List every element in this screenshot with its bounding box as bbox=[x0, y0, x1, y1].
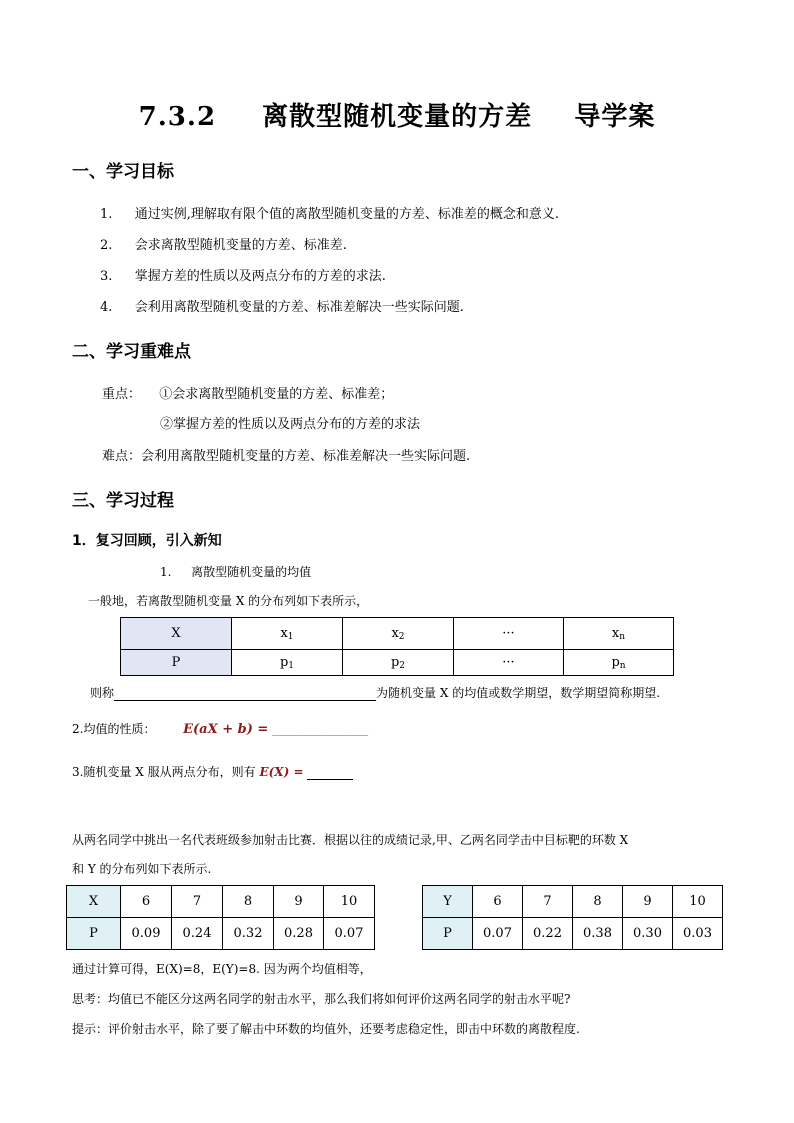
title-tail: 导学案 bbox=[574, 102, 656, 132]
table-cell: 8 bbox=[573, 886, 623, 918]
goal-item-2 bbox=[100, 234, 347, 253]
mean-property bbox=[72, 720, 368, 737]
table-cell: P bbox=[121, 650, 232, 676]
table-row bbox=[67, 886, 375, 918]
table-cell: $x_n$ bbox=[564, 618, 674, 650]
mean-property-blank[interactable]: ________________ bbox=[272, 722, 369, 736]
mean-property-formula: E(aX + b) = bbox=[183, 722, 269, 737]
table-cell: ··· bbox=[454, 618, 564, 650]
table-row bbox=[423, 918, 723, 950]
table-cell: 7 bbox=[523, 886, 573, 918]
mean-property-label: 2.均值的性质： bbox=[72, 722, 156, 736]
goal-item-3 bbox=[100, 265, 386, 284]
review-item-num: 1. bbox=[160, 565, 172, 579]
table-cell: 7 bbox=[172, 886, 223, 918]
table-cell: ··· bbox=[454, 650, 564, 676]
goal-item-3-num: 3. bbox=[100, 269, 113, 284]
mean-blank[interactable] bbox=[114, 686, 376, 701]
table-cell: 6 bbox=[121, 886, 172, 918]
two-point-label: 3.随机变量 X 服从两点分布，则有 bbox=[72, 765, 256, 779]
table-row bbox=[121, 618, 674, 650]
section-heading-key-points: 二、学习重难点 bbox=[72, 342, 191, 362]
table-cell: 8 bbox=[223, 886, 274, 918]
think-question: 思考：均值已不能区分这两名同学的射击水平，那么我们将如何评价这两名同学的射击水平呢? bbox=[72, 992, 571, 1006]
table-cell: 0.07 bbox=[324, 918, 375, 950]
table-cell: 10 bbox=[673, 886, 723, 918]
table-cell: 0.38 bbox=[573, 918, 623, 950]
title-number: 7.3.2 bbox=[138, 102, 217, 132]
key-point-2: ②掌握方差的性质以及两点分布的方差的求法 bbox=[160, 417, 421, 432]
table-cell: P bbox=[67, 918, 121, 950]
two-point-mean bbox=[72, 763, 353, 780]
table-cell: 0.32 bbox=[223, 918, 274, 950]
key-point-line-1 bbox=[102, 383, 393, 402]
title-main: 离散型随机变量的方差 bbox=[262, 102, 533, 132]
key-point-1: ①会求离散型随机变量的方差、标准差； bbox=[159, 387, 394, 402]
table-cell: 10 bbox=[324, 886, 375, 918]
two-point-blank[interactable] bbox=[307, 765, 353, 780]
goal-item-4-text: 会利用离散型随机变量的方差、标准差解决一些实际问题. bbox=[134, 300, 464, 315]
section-heading-goals: 一、学习目标 bbox=[72, 162, 174, 182]
goal-item-4 bbox=[100, 296, 464, 315]
goal-item-1 bbox=[100, 203, 559, 222]
distribution-intro: 一般地，若离散型随机变量 X 的分布列如下表所示， bbox=[88, 594, 369, 608]
table-cell: P bbox=[423, 918, 473, 950]
table-cell: 0.07 bbox=[473, 918, 523, 950]
goal-item-2-text: 会求离散型随机变量的方差、标准差. bbox=[134, 238, 347, 253]
table-cell: 6 bbox=[473, 886, 523, 918]
table-cell: X bbox=[121, 618, 232, 650]
subsection-review: 1．复习回顾，引入新知 bbox=[72, 533, 222, 549]
section-heading-process: 三、学习过程 bbox=[72, 491, 174, 511]
table-row bbox=[121, 650, 674, 676]
difficulty-point: 难点：会利用离散型随机变量的方差、标准差解决一些实际问题. bbox=[102, 449, 471, 464]
table-cell: 0.28 bbox=[274, 918, 324, 950]
table-row bbox=[423, 886, 723, 918]
table-cell: $p_n$ bbox=[564, 650, 674, 676]
mean-definition bbox=[90, 684, 660, 701]
table-cell: 0.24 bbox=[172, 918, 223, 950]
shooting-intro-2: 和 Y 的分布列如下表所示. bbox=[72, 862, 212, 876]
table-cell: 9 bbox=[274, 886, 324, 918]
table-row bbox=[67, 918, 375, 950]
goal-item-4-num: 4. bbox=[100, 300, 113, 315]
table-cell: 0.09 bbox=[121, 918, 172, 950]
page-title bbox=[0, 96, 794, 133]
review-item bbox=[160, 563, 311, 580]
goal-item-1-text: 通过实例,理解取有限个值的离散型随机变量的方差、标准差的概念和意义. bbox=[134, 207, 559, 222]
distribution-table bbox=[120, 617, 674, 676]
table-y-distribution bbox=[422, 885, 723, 950]
table-cell: 9 bbox=[623, 886, 673, 918]
table-cell: Y bbox=[423, 886, 473, 918]
table-cell: $x_1$ bbox=[232, 618, 343, 650]
table-cell: 0.30 bbox=[623, 918, 673, 950]
table-cell: 0.22 bbox=[523, 918, 573, 950]
mean-suffix: 为随机变量 X 的均值或数学期望，数学期望简称期望. bbox=[376, 686, 661, 700]
table-cell: $x_2$ bbox=[343, 618, 454, 650]
hint-text: 提示：评价射击水平，除了要了解击中环数的均值外，还要考虑稳定性，即击中环数的离散程度. bbox=[72, 1022, 580, 1036]
table-cell: $p_2$ bbox=[343, 650, 454, 676]
calc-result: 通过计算可得，E(X)=8，E(Y)=8. 因为两个均值相等， bbox=[72, 962, 372, 976]
goal-item-2-num: 2. bbox=[100, 238, 113, 253]
table-x-distribution bbox=[66, 885, 375, 950]
mean-prefix: 则称 bbox=[90, 686, 115, 700]
table-cell: X bbox=[67, 886, 121, 918]
goal-item-3-text: 掌握方差的性质以及两点分布的方差的求法. bbox=[134, 269, 386, 284]
key-point-label: 重点： bbox=[102, 387, 142, 402]
goal-item-1-num: 1. bbox=[100, 207, 113, 222]
two-point-formula: E(X) = bbox=[259, 765, 304, 779]
review-item-text: 离散型随机变量的均值 bbox=[191, 565, 312, 579]
shooting-intro-1: 从两名同学中挑出一名代表班级参加射击比赛．根据以往的成绩记录,甲、乙两名同学击中目标靶的环数 X bbox=[72, 833, 629, 847]
table-cell: $p_1$ bbox=[232, 650, 343, 676]
table-cell: 0.03 bbox=[673, 918, 723, 950]
